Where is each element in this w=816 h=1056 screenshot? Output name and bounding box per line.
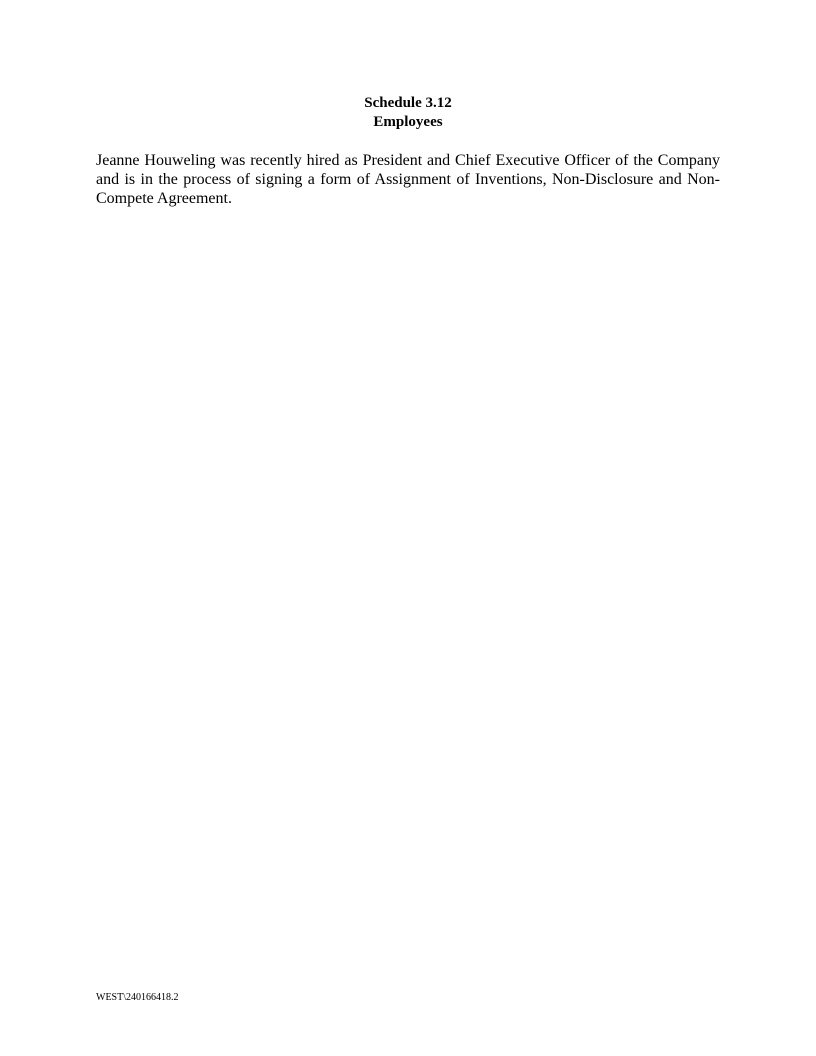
body-paragraph: Jeanne Houweling was recently hired as President and Chief Executive Officer of the Company and is in the process of signing a form of Assignment of Inventions, Non-Disclosure and Non-Compete Agreement.	[96, 152, 720, 207]
document-footer-id: WEST\240166418.2	[96, 992, 179, 1003]
schedule-subtitle: Employees	[373, 114, 443, 130]
schedule-heading	[96, 94, 720, 132]
schedule-title: Schedule 3.12	[364, 95, 452, 111]
